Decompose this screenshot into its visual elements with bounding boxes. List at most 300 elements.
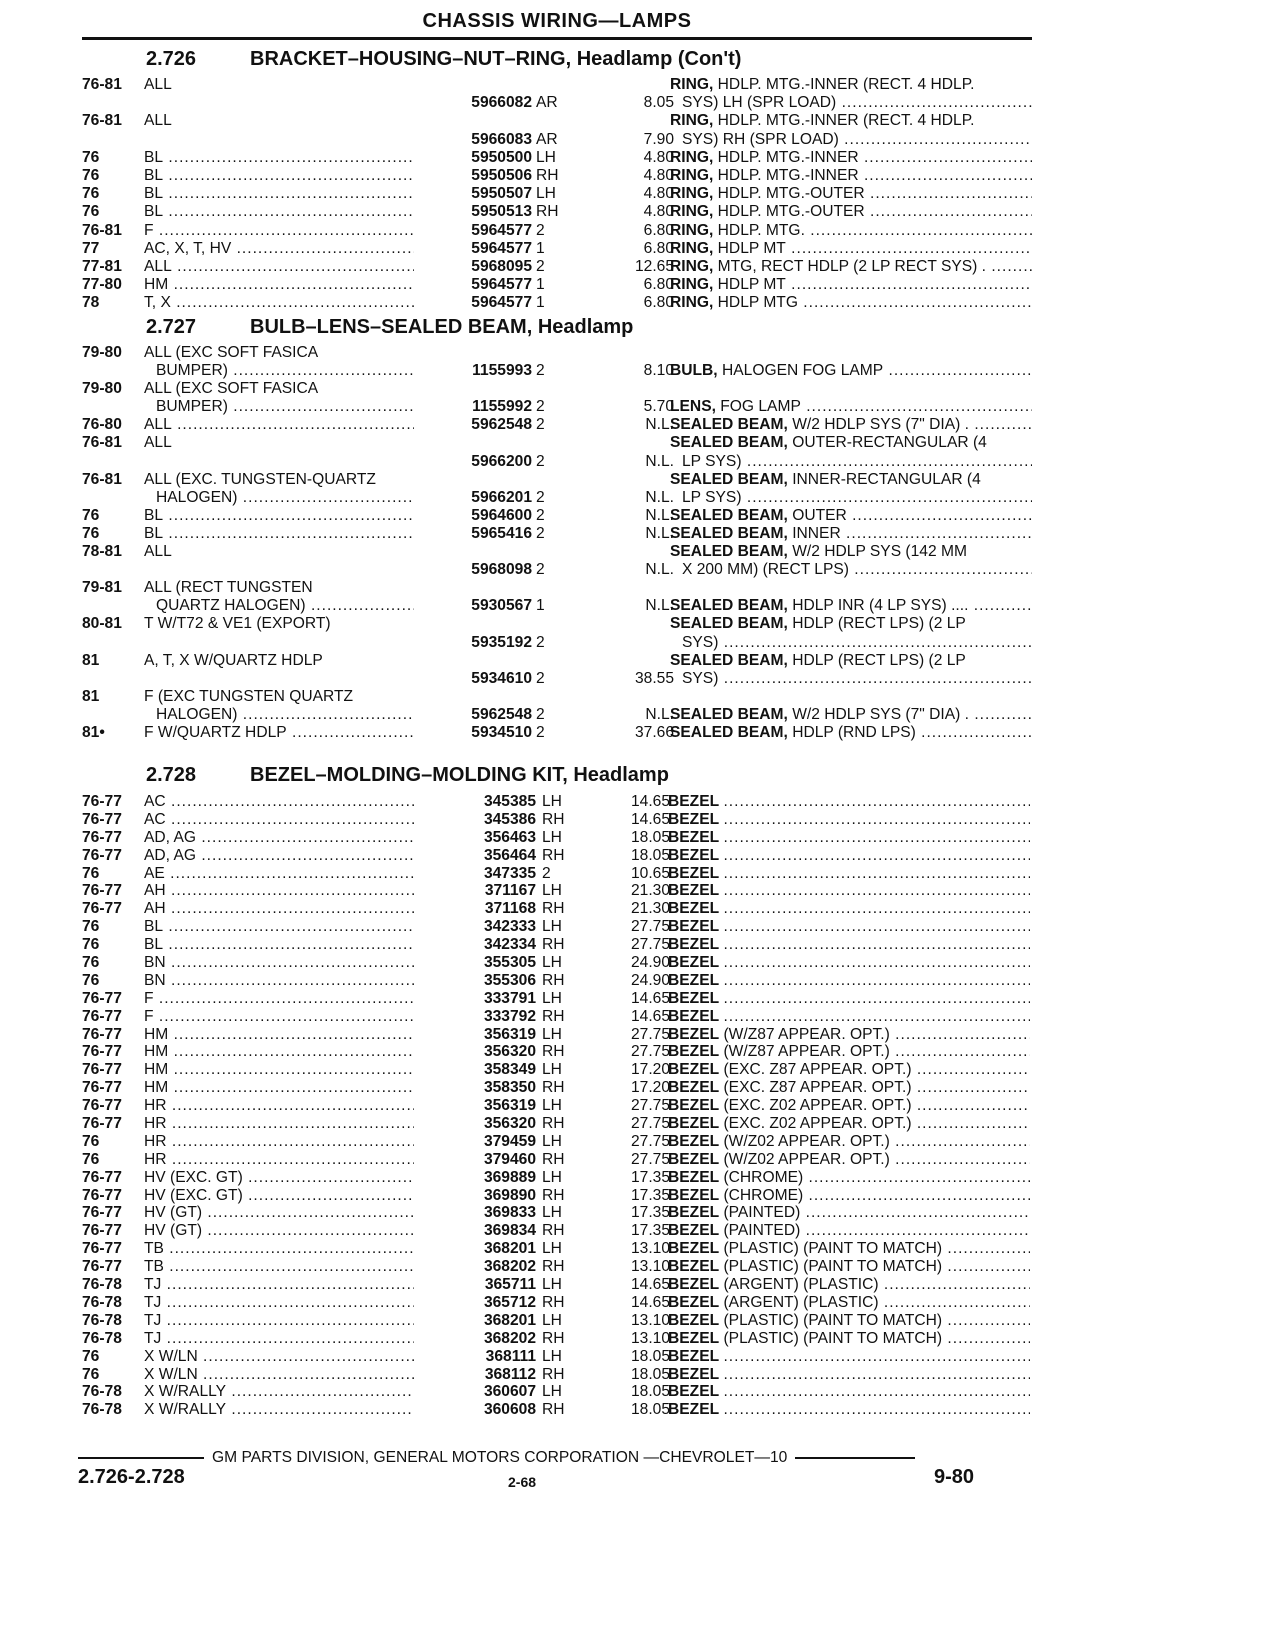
price: 18.05 [630,1347,670,1365]
part-description: RING, HDLP. MTG.-INNER (RECT. 4 HDLP. [670,76,975,93]
quantity: RH [542,1186,565,1204]
quantity: LH [542,1132,562,1150]
model-application: BUMPER) ..... [144,398,414,416]
quantity: RH [542,900,565,918]
table-row [82,990,1032,1008]
table-row [82,829,1032,847]
model-application: BN ..... [144,972,414,990]
part-number: 5968095 [428,258,532,276]
year-range: 81 [82,651,100,669]
part-type: RING, [670,221,714,239]
year-range: 76 [82,506,100,524]
model-application: F ..... [144,222,414,240]
part-description [668,954,1030,972]
part-description [668,990,1030,1008]
price: 14.65 [630,1276,670,1294]
table-row-continuation [82,597,1032,615]
model-application: QUARTZ HALOGEN) ..... [144,597,414,615]
part-type: BEZEL [668,954,720,972]
footer-publisher-line [78,1449,980,1467]
part-number: 5962548 [428,706,532,724]
part-type: BEZEL [668,1222,720,1240]
model-application: X W/RALLY ..... [144,1401,414,1419]
year-range: 76-77 [82,1115,122,1133]
year-range: 76-77 [82,810,122,828]
year-range: 76-80 [82,416,122,434]
part-description [668,918,1030,936]
part-description [668,829,1030,847]
table-row [82,811,1032,829]
quantity: LH [542,1311,562,1329]
quantity: RH [536,166,559,184]
year-range: 76-81 [82,76,122,93]
quantity: 2 [536,257,545,275]
table-row [82,1401,1032,1419]
quantity: 2 [536,488,545,506]
table-row-continuation [82,398,1032,416]
table-row [82,380,1032,398]
table-row [82,1383,1032,1401]
part-type: BEZEL [668,1258,720,1276]
part-type: SEALED BEAM, [670,524,788,542]
model-application: AC ..... [144,811,414,829]
quantity: LH [542,954,562,972]
table-row [82,1366,1032,1384]
price: 18.05 [630,1365,670,1383]
price: 6.80 [643,276,674,294]
price: 27.75 [630,1025,670,1043]
quantity: LH [542,1168,562,1186]
quantity: RH [542,1401,565,1419]
model-application: F ..... [144,1008,414,1026]
quantity: RH [542,936,565,954]
year-range: 76-78 [82,1311,122,1329]
part-type: SEALED BEAM, [670,651,788,669]
part-description: RING, HDLP MTG ..... [670,294,1032,312]
part-number: 368201 [436,1240,536,1258]
part-type: RING, [670,276,714,294]
price: 17.20 [630,1079,670,1097]
price: 17.20 [630,1061,670,1079]
part-description [668,936,1030,954]
part-number: 368111 [436,1348,536,1366]
table-row [82,112,1032,130]
part-type: BEZEL [668,1115,720,1133]
part-description: BEZEL (PAINTED) ..... [668,1204,1030,1222]
price: 21.30 [630,882,670,900]
part-description [668,1008,1030,1026]
part-type: BEZEL [668,1347,720,1365]
table-row [82,1133,1032,1151]
year-range: 76-77 [82,1043,122,1061]
part-number: 371167 [436,882,536,900]
part-type: BEZEL [668,1168,720,1186]
price: N.L. [645,524,674,542]
table-row [82,1079,1032,1097]
quantity: 2 [536,633,545,651]
price: N.L. [645,416,674,434]
part-description: SEALED BEAM, INNER ..... [670,525,1032,543]
quantity: RH [542,1079,565,1097]
table-row [82,434,1032,452]
table-row [82,1204,1032,1222]
table-row [82,579,1032,597]
year-range: 76-77 [82,1240,122,1258]
price: 14.65 [630,1293,670,1311]
part-number: 356319 [436,1026,536,1044]
parts-table [82,793,1032,1419]
quantity: 2 [536,452,545,470]
price: 17.35 [630,1204,670,1222]
table-row [82,1097,1032,1115]
part-description: BEZEL (EXC. Z02 APPEAR. OPT.) ..... [668,1097,1030,1115]
year-range: 76-81 [82,112,122,130]
parts-table [82,76,1032,312]
model-application: HM ..... [144,1026,414,1044]
part-description: SYS) LH (SPR LOAD) ..... [670,94,1032,112]
part-description [668,1401,1030,1419]
part-type: SEALED BEAM, [670,506,788,524]
table-row [82,724,1032,742]
year-range: 76-77 [82,1168,122,1186]
quantity: 2 [536,705,545,723]
footer-section-range: 2.726-2.728 [78,1466,185,1488]
part-number: 5934610 [428,670,532,688]
table-row-continuation [82,561,1032,579]
year-range: 76 [82,1150,100,1168]
table-row [82,1294,1032,1312]
table-row-continuation [82,706,1032,724]
year-range: 76 [82,954,100,972]
table-row-continuation [82,362,1032,380]
quantity: LH [536,185,556,203]
table-row [82,882,1032,900]
part-number: 5964577 [428,240,532,258]
price: 27.75 [630,1097,670,1115]
part-type: BEZEL [668,1186,720,1204]
model-application: HM ..... [144,1061,414,1079]
part-description: RING, HDLP. MTG.-INNER ..... [670,149,1032,167]
part-description: SYS) RH (SPR LOAD) ..... [670,131,1032,149]
year-range: 78-81 [82,543,122,561]
section-heading [146,764,669,787]
part-type: BEZEL [668,1329,720,1347]
quantity: RH [542,1293,565,1311]
part-number: 5950513 [428,203,532,221]
part-number: 5964577 [428,222,532,240]
year-range: 76-81 [82,470,122,488]
part-description: SEALED BEAM, HDLP INR (4 LP SYS) .... ..... [670,597,1032,615]
part-type: BEZEL [668,1097,720,1115]
quantity: LH [536,148,556,166]
price: 6.80 [643,239,674,257]
part-number: 5950506 [428,167,532,185]
table-row [82,1043,1032,1061]
price: 13.10 [630,1240,670,1258]
part-description: BEZEL (CHROME) ..... [668,1169,1030,1187]
table-row-continuation [82,489,1032,507]
table-row [82,507,1032,525]
part-description: SEALED BEAM, INNER-RECTANGULAR (4 [670,470,981,488]
model-application: AC ..... [144,793,414,811]
table-row [82,865,1032,883]
table-row [82,240,1032,258]
quantity: RH [536,203,559,221]
table-row [82,1276,1032,1294]
year-range: 77-81 [82,257,122,275]
part-description: BEZEL (PLASTIC) (PAINT TO MATCH) ..... [668,1258,1030,1276]
part-description: SEALED BEAM, HDLP (RND LPS) ..... [670,724,1032,742]
model-application: ALL (EXC. TUNGSTEN-QUARTZ [144,470,376,488]
price: 4.80 [643,185,674,203]
table-row [82,1061,1032,1079]
part-number: 5962548 [428,416,532,434]
part-type: BEZEL [668,882,720,900]
part-description: BEZEL (PLASTIC) (PAINT TO MATCH) ..... [668,1240,1030,1258]
model-application: HM ..... [144,276,414,294]
part-description: RING, HDLP. MTG.-OUTER ..... [670,203,1032,221]
quantity: AR [536,94,558,112]
year-range: 77 [82,239,100,257]
footer-page-number: 2-68 [508,1474,537,1490]
price: N.L. [645,561,674,579]
model-application: BL ..... [144,525,414,543]
table-row-continuation [82,453,1032,471]
part-type: BEZEL [668,1150,720,1168]
model-application: TB ..... [144,1258,414,1276]
part-number: 345386 [436,811,536,829]
model-application: TJ ..... [144,1294,414,1312]
quantity: LH [542,1025,562,1043]
year-range: 76 [82,971,100,989]
part-number: 356463 [436,829,536,847]
part-number: 360607 [436,1383,536,1401]
price: 13.10 [630,1258,670,1276]
quantity: AR [536,130,558,148]
quantity: RH [542,846,565,864]
part-number: 365711 [436,1276,536,1294]
year-range: 76-81 [82,221,122,239]
table-row [82,416,1032,434]
model-application: BN ..... [144,954,414,972]
quantity: RH [542,1258,565,1276]
part-number: 1155992 [428,398,532,416]
model-application: BL ..... [144,185,414,203]
quantity: 2 [536,561,545,579]
table-row [82,167,1032,185]
model-application: HV (EXC. GT) ..... [144,1187,414,1205]
part-type: RING, [670,76,714,93]
year-range: 76-77 [82,1061,122,1079]
part-number: 5965416 [428,525,532,543]
part-number: 5968098 [428,561,532,579]
price: 27.75 [630,1150,670,1168]
model-application: AC, X, T, HV ..... [144,240,414,258]
part-type: BEZEL [668,1061,720,1079]
table-row [82,793,1032,811]
price: N.L. [645,488,674,506]
part-number: 5935192 [428,634,532,652]
section-heading [146,48,741,71]
quantity: LH [542,1347,562,1365]
model-application: HM ..... [144,1043,414,1061]
quantity: 2 [536,723,545,741]
part-type: RING, [670,185,714,203]
part-number: 368112 [436,1366,536,1384]
price: 18.05 [630,846,670,864]
model-application: HV (GT) ..... [144,1222,414,1240]
part-description [668,847,1030,865]
price: 38.55 [634,669,674,687]
part-number: 368202 [436,1330,536,1348]
table-row-continuation [82,634,1032,652]
part-type: SEALED BEAM, [670,470,788,488]
quantity: 2 [536,506,545,524]
part-number: 5966201 [428,489,532,507]
year-range: 79-81 [82,579,122,597]
price: 14.65 [630,1007,670,1025]
part-description [668,793,1030,811]
year-range: 76 [82,1365,100,1383]
table-row-continuation [82,131,1032,149]
part-description [668,900,1030,918]
part-description: RING, HDLP. MTG.-INNER (RECT. 4 HDLP. [670,112,975,130]
year-range: 76-78 [82,1383,122,1401]
part-number: 368202 [436,1258,536,1276]
part-number: 369834 [436,1222,536,1240]
part-number: 356320 [436,1115,536,1133]
year-range: 79-80 [82,344,122,361]
part-number: 360608 [436,1401,536,1419]
part-number: 5966082 [428,94,532,112]
part-number: 5934510 [428,724,532,742]
model-application: ALL ..... [144,258,414,276]
section-number: 2.727 [146,316,197,338]
price: 27.75 [630,1132,670,1150]
part-type: BEZEL [668,1383,720,1401]
part-type: SEALED BEAM, [670,434,788,452]
year-range: 76-78 [82,1276,122,1294]
part-description: RING, HDLP MT ..... [670,240,1032,258]
model-application: T, X ..... [144,294,414,312]
part-number: 369889 [436,1169,536,1187]
model-application: AH ..... [144,900,414,918]
year-range: 81• [82,723,105,741]
part-type: BEZEL [668,810,720,828]
price: 13.10 [630,1311,670,1329]
price: 17.35 [630,1168,670,1186]
price: 24.90 [630,954,670,972]
table-row [82,1348,1032,1366]
table-row [82,1008,1032,1026]
part-type: RING, [670,148,714,166]
price: N.L. [645,705,674,723]
table-row [82,1169,1032,1187]
year-range: 76-77 [82,1007,122,1025]
table-row [82,149,1032,167]
model-application: X W/LN ..... [144,1348,414,1366]
part-type: BEZEL [668,1007,720,1025]
part-number: 379459 [436,1133,536,1151]
table-row-continuation [82,94,1032,112]
part-description [668,1366,1030,1384]
part-number: 5950507 [428,185,532,203]
part-type: RING, [670,257,714,275]
table-row [82,1026,1032,1044]
year-range: 76 [82,864,100,882]
model-application: BL ..... [144,507,414,525]
year-range: 76 [82,203,100,221]
part-number: 5966083 [428,131,532,149]
model-application: T W/T72 & VE1 (EXPORT) [144,615,331,633]
year-range: 81 [82,687,100,705]
part-type: BEZEL [668,989,720,1007]
table-row [82,972,1032,990]
quantity: 2 [542,864,551,882]
part-type: BEZEL [668,918,720,936]
year-range: 76-77 [82,882,122,900]
quantity: 2 [536,362,545,380]
part-description: RING, HDLP. MTG.-INNER ..... [670,167,1032,185]
part-type: SEALED BEAM, [670,615,788,633]
quantity: LH [542,1061,562,1079]
price: 6.80 [643,294,674,312]
table-row [82,525,1032,543]
model-application: ALL [144,434,172,452]
part-number: 371168 [436,900,536,918]
section-number: 2.726 [146,48,197,70]
year-range: 76-77 [82,989,122,1007]
model-application: AD, AG ..... [144,829,414,847]
model-application: ALL (RECT TUNGSTEN [144,579,313,597]
part-description [668,1348,1030,1366]
part-description: RING, HDLP. MTG. ..... [670,222,1032,240]
table-row [82,258,1032,276]
year-range: 76-77 [82,1079,122,1097]
table-row [82,222,1032,240]
quantity: LH [542,1204,562,1222]
table-row [82,471,1032,489]
model-application: X W/RALLY ..... [144,1383,414,1401]
part-type: SEALED BEAM, [670,416,788,434]
table-row [82,543,1032,561]
price: 27.75 [630,1043,670,1061]
year-range: 76-78 [82,1293,122,1311]
price: 4.80 [643,203,674,221]
part-number: 347335 [436,865,536,883]
table-row [82,1222,1032,1240]
model-application: HR ..... [144,1097,414,1115]
year-range: 76 [82,1347,100,1365]
part-number: 333792 [436,1008,536,1026]
year-range: 76-77 [82,1222,122,1240]
parts-table [82,344,1032,742]
price: 14.65 [630,989,670,1007]
table-row [82,294,1032,312]
price: 5.70 [643,398,674,416]
quantity: RH [542,1007,565,1025]
footer-rule-right [795,1457,915,1459]
page-title: CHASSIS WIRING—LAMPS [422,10,692,32]
table-row [82,652,1032,670]
model-application: ALL [144,543,172,561]
part-number: 5930567 [428,597,532,615]
part-type: BEZEL [668,1293,720,1311]
year-range: 76-81 [82,434,122,452]
table-row [82,954,1032,972]
quantity: LH [542,1276,562,1294]
price: 18.05 [630,1383,670,1401]
